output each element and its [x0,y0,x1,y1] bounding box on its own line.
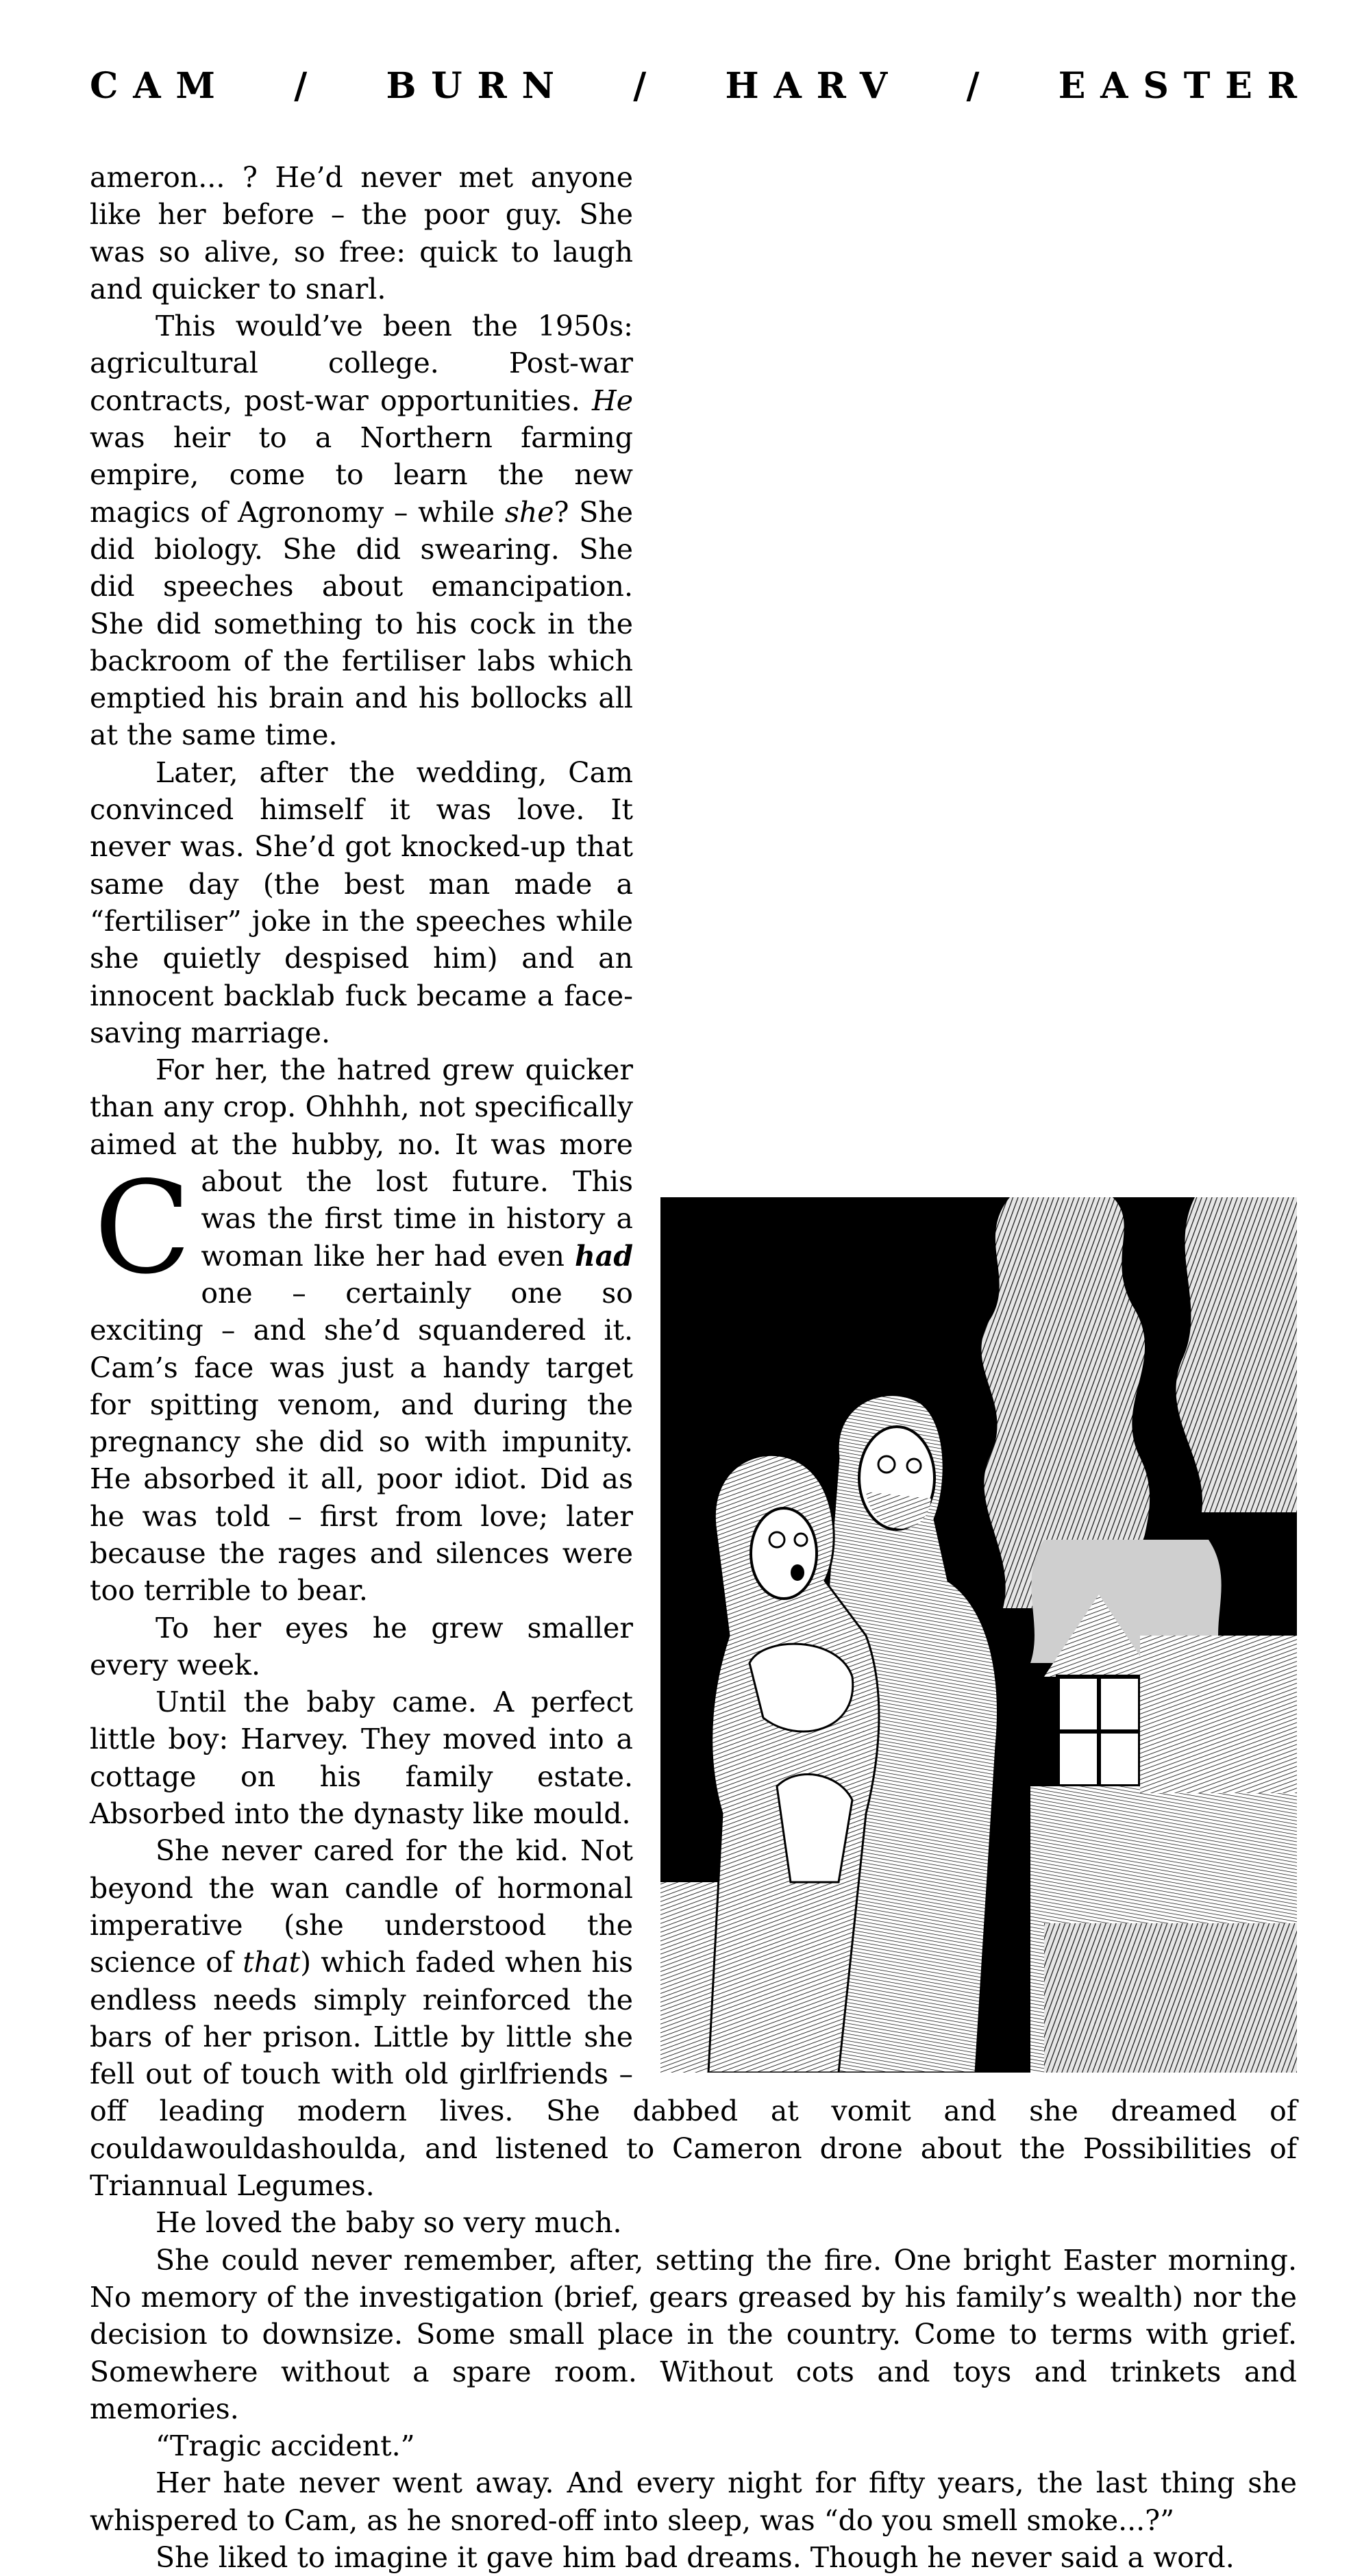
paragraph-6: Until the baby came. A perfect little boy: Harvey. They moved into a cottage on his family estate. Absorbed into the dynasty like mould. [90,1686,633,1831]
emphasis-had: had [574,1239,633,1273]
text-run: ? She did biology. She did swearing. She did speeches about emancipation. She did something to his cock in the backroom of the fertiliser labs which emptied his brain and his bollocks all at the same time. [90,495,633,752]
title-word-cam: CAM [90,65,230,107]
paragraph-9: She could never remember, after, setting the fire. One bright Easter morning. No memory of the investigation (brief, gears greased by his family’s wealth) nor the decision to downsize. Some small place in the country. Come to terms with grief. Somewhere without a spare room. Without cots and toys and trinkets and memories. [90,2243,1297,2425]
float-spacer [633,159,1297,1171]
title-word-harv: HARV [725,65,903,107]
title-separator: / [633,65,647,107]
paragraph-10: “Tragic accident.” [156,2429,415,2463]
text-run: ) which faded when his endless needs simply reinforced the bars of her prison. Little by little she fell out of touch with old girlfriends – off leading modern lives. She dabbed at vomit and she dreamed of couldawouldashoulda, and listened to Cameron drone about the Possibilities of Triannual Legumes. [90,1946,1297,2203]
illustration-burning-house [660,1197,1297,2073]
emphasis-he: He [591,384,633,417]
text-run: was heir to a Northern farming empire, come to learn the new magics of Agronomy – while [90,421,633,529]
text-run: She never cared for the kid. Not beyond the wan candle of hormonal imperative (she understood the science of [90,1834,633,1979]
emphasis-she: she [504,495,554,529]
story-body [90,159,1297,2576]
title-word-burn: BURN [386,65,569,107]
paragraph-8: He loved the baby so very much. [156,2206,622,2240]
emphasis-that: that [243,1946,301,1979]
paragraph-12: She liked to imagine it gave him bad dreams. Though he never said a word. [156,2541,1235,2574]
paragraph-1-text: ameron... ? He’d never met anyone like her before – the poor guy. She was so alive, so free: quick to laugh and quicker to snarl. [90,161,633,305]
text-run: one – certainly one so exciting – and she’d squandered it. Cam’s face was just a handy target for spitting venom, and during the pregnancy she did so with impunity. He absorbed it all, poor idiot. Did as he was told – first from love; later because the rages and silences were too terrible to bear. [90,1276,633,1608]
illustration-art [660,1197,1297,2073]
text-run: For her, the hatred grew quicker than any crop. Ohhhh, not specifically aimed at the hubby, no. It was more about the lost future. This was the first time in history a woman like her had even [90,1053,633,1273]
title-separator: / [294,65,308,107]
paragraph-11: Her hate never went away. And every night for fifty years, the last thing she whispered to Cam, as he snored-off into sleep, was “do you smell smoke...?” [90,2466,1297,2537]
title-separator: / [966,65,980,107]
paragraph-3: Later, after the wedding, Cam convinced himself it was love. It never was. She’d got knocked-up that same day (the best man made a “fertiliser” joke in the speeches while she quietly despised him) and an innocent backlab fuck became a face-saving marriage. [90,755,633,1049]
page-title [90,65,1312,107]
paragraph-5: To her eyes he grew smaller every week. [90,1611,633,1681]
title-word-easter: EASTER [1058,65,1312,107]
drop-cap: C [94,1153,192,1302]
text-run: This would’ve been the 1950s: agricultural college. Post-war contracts, post-war opportunities. [90,310,633,417]
